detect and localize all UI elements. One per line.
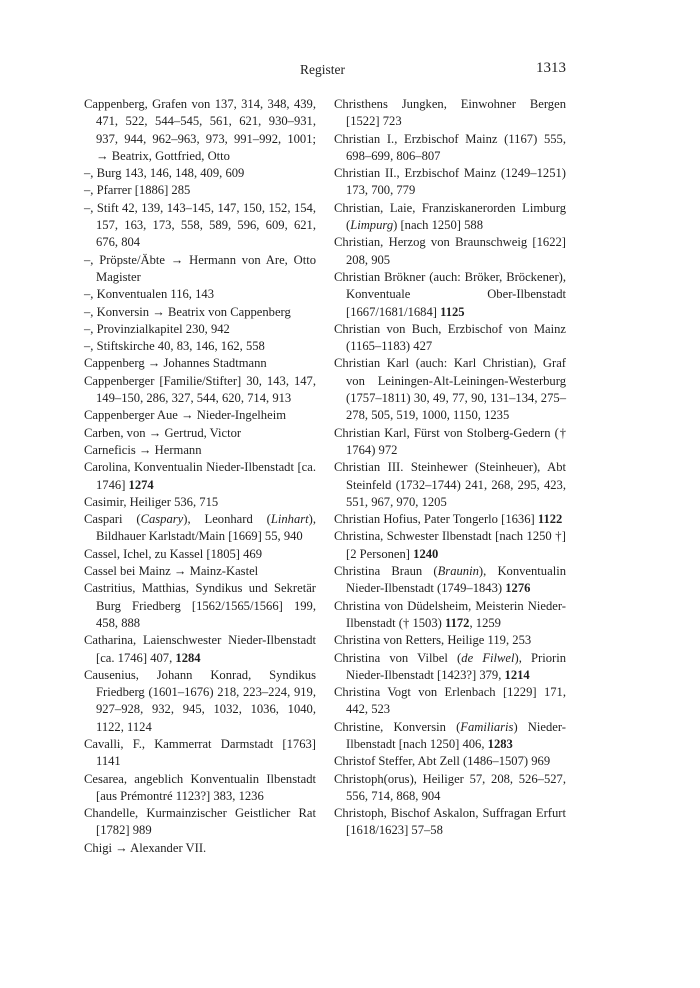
index-entry: Christina von Düdelsheim, Meisterin Nieder-Ilbenstadt († 1503) 1172, 1259 [334,598,566,630]
index-entry: Christian, Laie, Franziskanerorden Limburg (Limpurg) [nach 1250] 588 [334,200,566,233]
page-number: 1313 [536,60,566,76]
index-entry: Christian Karl, Fürst von Stolberg-Gedern († 1764) 972 [334,425,566,457]
index-entry: –, Konventualen 116, 143 [84,287,214,302]
index-entry: Christian von Buch, Erzbischof von Mainz (1165–1183) 427 [334,321,566,354]
index-entry: Christoph, Bischof Askalon, Suffragan Erfurt [1618/1623] 57–58 [334,806,566,838]
index-entry: –, Pröpste/Äbte → Hermann von Are, Otto Magister [84,252,316,284]
index-entry: Christian Hofius, Pater Tongerlo [1636] 1122 [334,512,563,527]
index-column-left [84,96,316,857]
index-entry: –, Stift 42, 139, 143–145, 147, 150, 152, 154, 157, 163, 173, 558, 589, 596, 609, 621, 676, 804 [84,200,316,250]
running-head: Register [300,62,345,77]
index-entry: –, Stiftskirche 40, 83, 146, 162, 558 [84,339,265,354]
index-entry: Chigi → Alexander VII. [84,840,207,855]
index-entry: Carneficis → Hermann [84,442,202,457]
index-entry: Cassel bei Mainz → Mainz-Kastel [84,564,259,579]
index-entry: –, Burg 143, 146, 148, 409, 609 [84,166,245,181]
index-entry: Christina Braun (Braunin), Konventualin Nieder-Ilbenstadt (1749–1843) 1276 [334,564,566,596]
index-entry: Cappenberger [Familie/Stifter] 30, 143, 147, 149–150, 286, 327, 544, 620, 714, 913 [84,373,316,406]
index-entry: Christian, Herzog von Braunschweig [1622] 208, 905 [334,235,566,267]
index-entry: Christof Steffer, Abt Zell (1486–1507) 969 [334,754,551,769]
index-entry: Cassel, Ichel, zu Kassel [1805] 469 [84,546,263,561]
index-entry: Christhens Jungken, Einwohner Bergen [1522] 723 [334,97,566,129]
index-column-right [334,96,566,840]
index-entry: Causenius, Johann Konrad, Syndikus Friedberg (1601–1676) 218, 223–224, 919, 927–928, 932, 945, 1032, 1036, 1040, 1122, 1124 [84,667,316,734]
index-entry: Christian II., Erzbischof Mainz (1249–1251) 173, 700, 779 [334,166,566,198]
index-entry: Chandelle, Kurmainzischer Geistlicher Rat [1782] 989 [84,806,316,838]
index-entry: Christoph(orus), Heiliger 57, 208, 526–527, 556, 714, 868, 904 [334,771,566,803]
index-entry: Carben, von → Gertrud, Victor [84,425,242,440]
index-entry: Castritius, Matthias, Syndikus und Sekretär Burg Friedberg [1562/1565/1566] 199, 458, 888 [84,581,316,630]
index-entry: Catharina, Laienschwester Nieder-Ilbenstadt [ca. 1746] 407, 1284 [84,633,316,665]
index-entry: Christian III. Steinhewer (Steinheuer), Abt Steinfeld (1732–1744) 241, 268, 295, 423, 551, 967, 970, 1205 [334,460,566,509]
index-entry: –, Provinzialkapitel 230, 942 [84,321,230,336]
index-entry: Christina von Vilbel (de Filwel), Priorin Nieder-Ilbenstadt [1423?] 379, 1214 [334,650,566,682]
index-entry: Christina Vogt von Erlenbach [1229] 171, 442, 523 [334,685,566,717]
index-entry: Cavalli, F., Kammerrat Darmstadt [1763] 1141 [84,736,316,769]
index-entry: Christine, Konversin (Familiaris) Nieder-Ilbenstadt [nach 1250] 406, 1283 [334,719,566,751]
index-entry: Caspari (Caspary), Leonhard (Linhart), Bildhauer Karlstadt/Main [1669] 55, 940 [84,512,317,544]
index-entry: Christina von Retters, Heilige 119, 253 [334,633,532,648]
index-entry: Christian Brökner (auch: Bröker, Bröckener), Konventuale Ober-Ilbenstadt [1667/1681/1684] 1125 [334,269,566,319]
index-entry: Cappenberger Aue → Nieder-Ingelheim [84,408,286,423]
index-entry: Casimir, Heiliger 536, 715 [84,494,219,509]
index-entry: –, Pfarrer [1886] 285 [84,183,191,198]
index-entry: –, Konversin → Beatrix von Cappenberg [84,304,291,319]
index-entry: Christian Karl (auch: Karl Christian), Graf von Leiningen-Alt-Leiningen-Westerburg (1757–1811) 30, 49, 77, 90, 131–134, 275–278, 505, 519, 1000, 1150, 1235 [334,356,566,423]
index-entry: Cesarea, angeblich Konventualin Ilbenstadt [aus Prémontré 1123?] 383, 1236 [84,771,316,803]
index-entry: Carolina, Konventualin Nieder-Ilbenstadt [ca. 1746] 1274 [84,460,316,492]
index-entry: Christina, Schwester Ilbenstadt [nach 1250 †] [2 Personen] 1240 [334,529,566,561]
index-entry: Christian I., Erzbischof Mainz (1167) 555, 698–699, 806–807 [334,131,566,163]
index-entry: Cappenberg → Johannes Stadtmann [84,356,267,371]
index-entry: Cappenberg, Grafen von 137, 314, 348, 439, 471, 522, 544–545, 561, 621, 930–931, 937, 944, 962–963, 973, 991–992, 1001; → Beatrix, Gottfried, Otto [84,97,316,163]
